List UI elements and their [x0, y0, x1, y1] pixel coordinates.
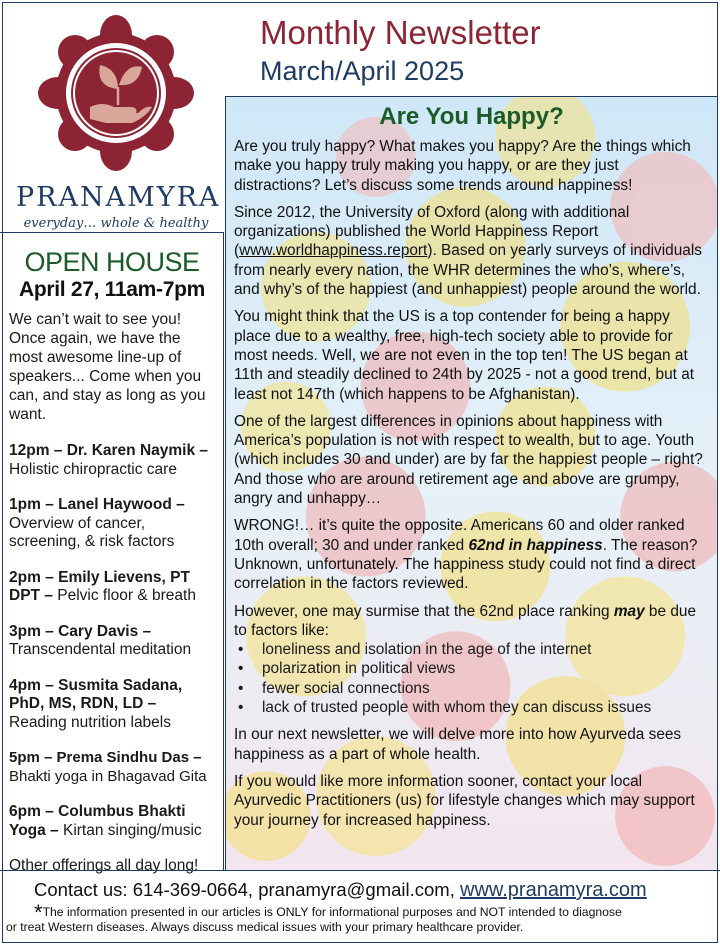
disclaimer-line: The information presented in our articles is ONLY for informational purposes and NOT intended to diagnose	[42, 905, 622, 919]
schedule-speaker: 12pm – Dr. Karen Naymik –	[9, 442, 209, 459]
article-paragraph	[234, 516, 709, 593]
disclaimer	[6, 900, 714, 935]
website-link[interactable]: www.pranamyra.com	[460, 879, 647, 901]
schedule-speaker: 3pm – Cary Davis –	[9, 622, 152, 640]
newsletter-issue-date: March/April 2025	[260, 56, 465, 86]
article-paragraph	[234, 602, 709, 641]
newsletter-title: Monthly Newsletter	[260, 14, 541, 51]
contact-line	[34, 879, 647, 902]
schedule-topic: Pelvic floor & breath	[57, 587, 196, 604]
schedule-item	[9, 569, 215, 606]
schedule-item	[9, 623, 215, 660]
article-title: Are You Happy?	[379, 103, 564, 130]
schedule-item	[9, 803, 215, 840]
article-paragraph: In our next newsletter, we will delve more into how Ayurveda sees happiness as a part of whole health.	[234, 726, 682, 763]
world-happiness-report-link[interactable]: www.worldhappiness.report	[239, 242, 428, 260]
contact-info: Contact us: 614-369-0664, pranamyra@gmail.com,	[34, 879, 460, 900]
article-paragraph: Are you truly happy? What makes you happy? Are the things which make you happy truly making you happy, or are they just distractions? Let’s discuss some trends around happiness!	[234, 138, 691, 194]
schedule-topic: Overview of cancer, screening, & risk factors	[9, 514, 175, 550]
list-item: • loneliness and isolation in the age of the internet	[234, 640, 709, 659]
list-item: • fewer social connections	[234, 679, 709, 698]
emphasis-text: may	[613, 602, 645, 620]
schedule-item	[9, 749, 215, 786]
other-offerings: Other offerings all day long!	[9, 857, 199, 874]
article-paragraph: If you would like more information sooner, contact your local Ayurvedic Practitioners (us) for lifestyle changes which may support your journey for increased happiness.	[234, 772, 695, 829]
happiness-article	[225, 96, 717, 870]
speaker-schedule	[9, 442, 215, 840]
paragraph-text: ). Based on yearly surveys of individuals from nearly every nation, the WHR determines the who’s, where’s, and why’s of the happiest (and unhappiest) people around the world.	[234, 242, 702, 299]
article-body	[226, 103, 717, 830]
factors-list	[234, 640, 709, 717]
footer	[0, 870, 720, 945]
brand-name: PRANAMYRA	[16, 182, 221, 213]
paragraph-text: . The reason? Unknown, unfortunately. The happiness study could not find a direct correlation in the factors reviewed.	[234, 536, 698, 593]
disclaimer-line: or treat Western diseases. Always discuss medical issues with your primary healthcare provider.	[6, 920, 524, 934]
lotus-hand-logo-icon	[38, 10, 194, 176]
schedule-speaker: 4pm – Susmita Sadana, PhD, MS, RDN, LD –	[9, 676, 183, 712]
schedule-item	[9, 496, 215, 552]
open-house-intro: We can’t wait to see you! Once again, we have the most awesome line-up of speakers... Come when you can, and stay as long as you want.	[9, 311, 206, 423]
article-paragraph: One of the largest differences in opinions about happiness with America’s population is not with respect to wealth, but to age. Youth (which includes 30 and under) are by far the happiest people – right? And those who are around retirement age and above are grumpy, angry and unhappy…	[234, 412, 703, 508]
schedule-topic: Holistic chiropractic care	[9, 460, 177, 478]
schedule-topic: Kirtan singing/music	[62, 821, 202, 839]
paragraph-text: be due to factors like:	[234, 602, 697, 639]
paragraph-text: Since 2012, the University of Oxford (along with additional organizations) published the World Happiness Report (	[234, 203, 630, 260]
article-paragraph	[234, 203, 709, 299]
open-house-date: April 27, 11am-7pm	[18, 278, 206, 301]
paragraph-text: However, one may surmise that the 62nd place ranking	[234, 602, 614, 620]
brand-tagline: everyday… whole & healthy	[23, 216, 209, 231]
schedule-speaker: 1pm – Lanel Haywood –	[9, 496, 185, 513]
list-item: • lack of trusted people with whom they can discuss issues	[234, 698, 709, 717]
schedule-item	[9, 677, 215, 733]
emphasis-text: 62nd in happiness	[468, 536, 603, 554]
logo	[16, 10, 221, 232]
schedule-item	[9, 442, 215, 479]
open-house-heading: OPEN HOUSE	[24, 247, 200, 277]
paragraph-text: WRONG!… it’s quite the opposite. Americans 60 and older ranked 10th overall; 30 and under ranked	[234, 517, 685, 554]
schedule-speaker: 5pm – Prema Sindhu Das –	[9, 749, 202, 766]
schedule-speaker: 2pm – Emily Lievens, PT DPT –	[9, 568, 190, 604]
schedule-topic: Transcendental meditation	[9, 641, 192, 658]
schedule-topic: Bhakti yoga in Bhagavad Gita	[9, 767, 207, 785]
list-item: • polarization in political views	[234, 659, 709, 678]
article-paragraph: You might think that the US is a top contender for being a happy place due to a wealthy, free, high-tech society able to provide for most needs. Well, we are not even in the top ten! The US began at 11th and steadily declined to 24th by 2025 - not a good trend, but at least not 147th (which happens to be Afghanistan).	[234, 308, 695, 403]
open-house-sidebar	[0, 232, 224, 874]
asterisk: *	[34, 900, 43, 925]
schedule-speaker: 6pm – Columbus Bhakti Yoga –	[9, 803, 186, 839]
schedule-topic: Reading nutrition labels	[9, 713, 171, 731]
